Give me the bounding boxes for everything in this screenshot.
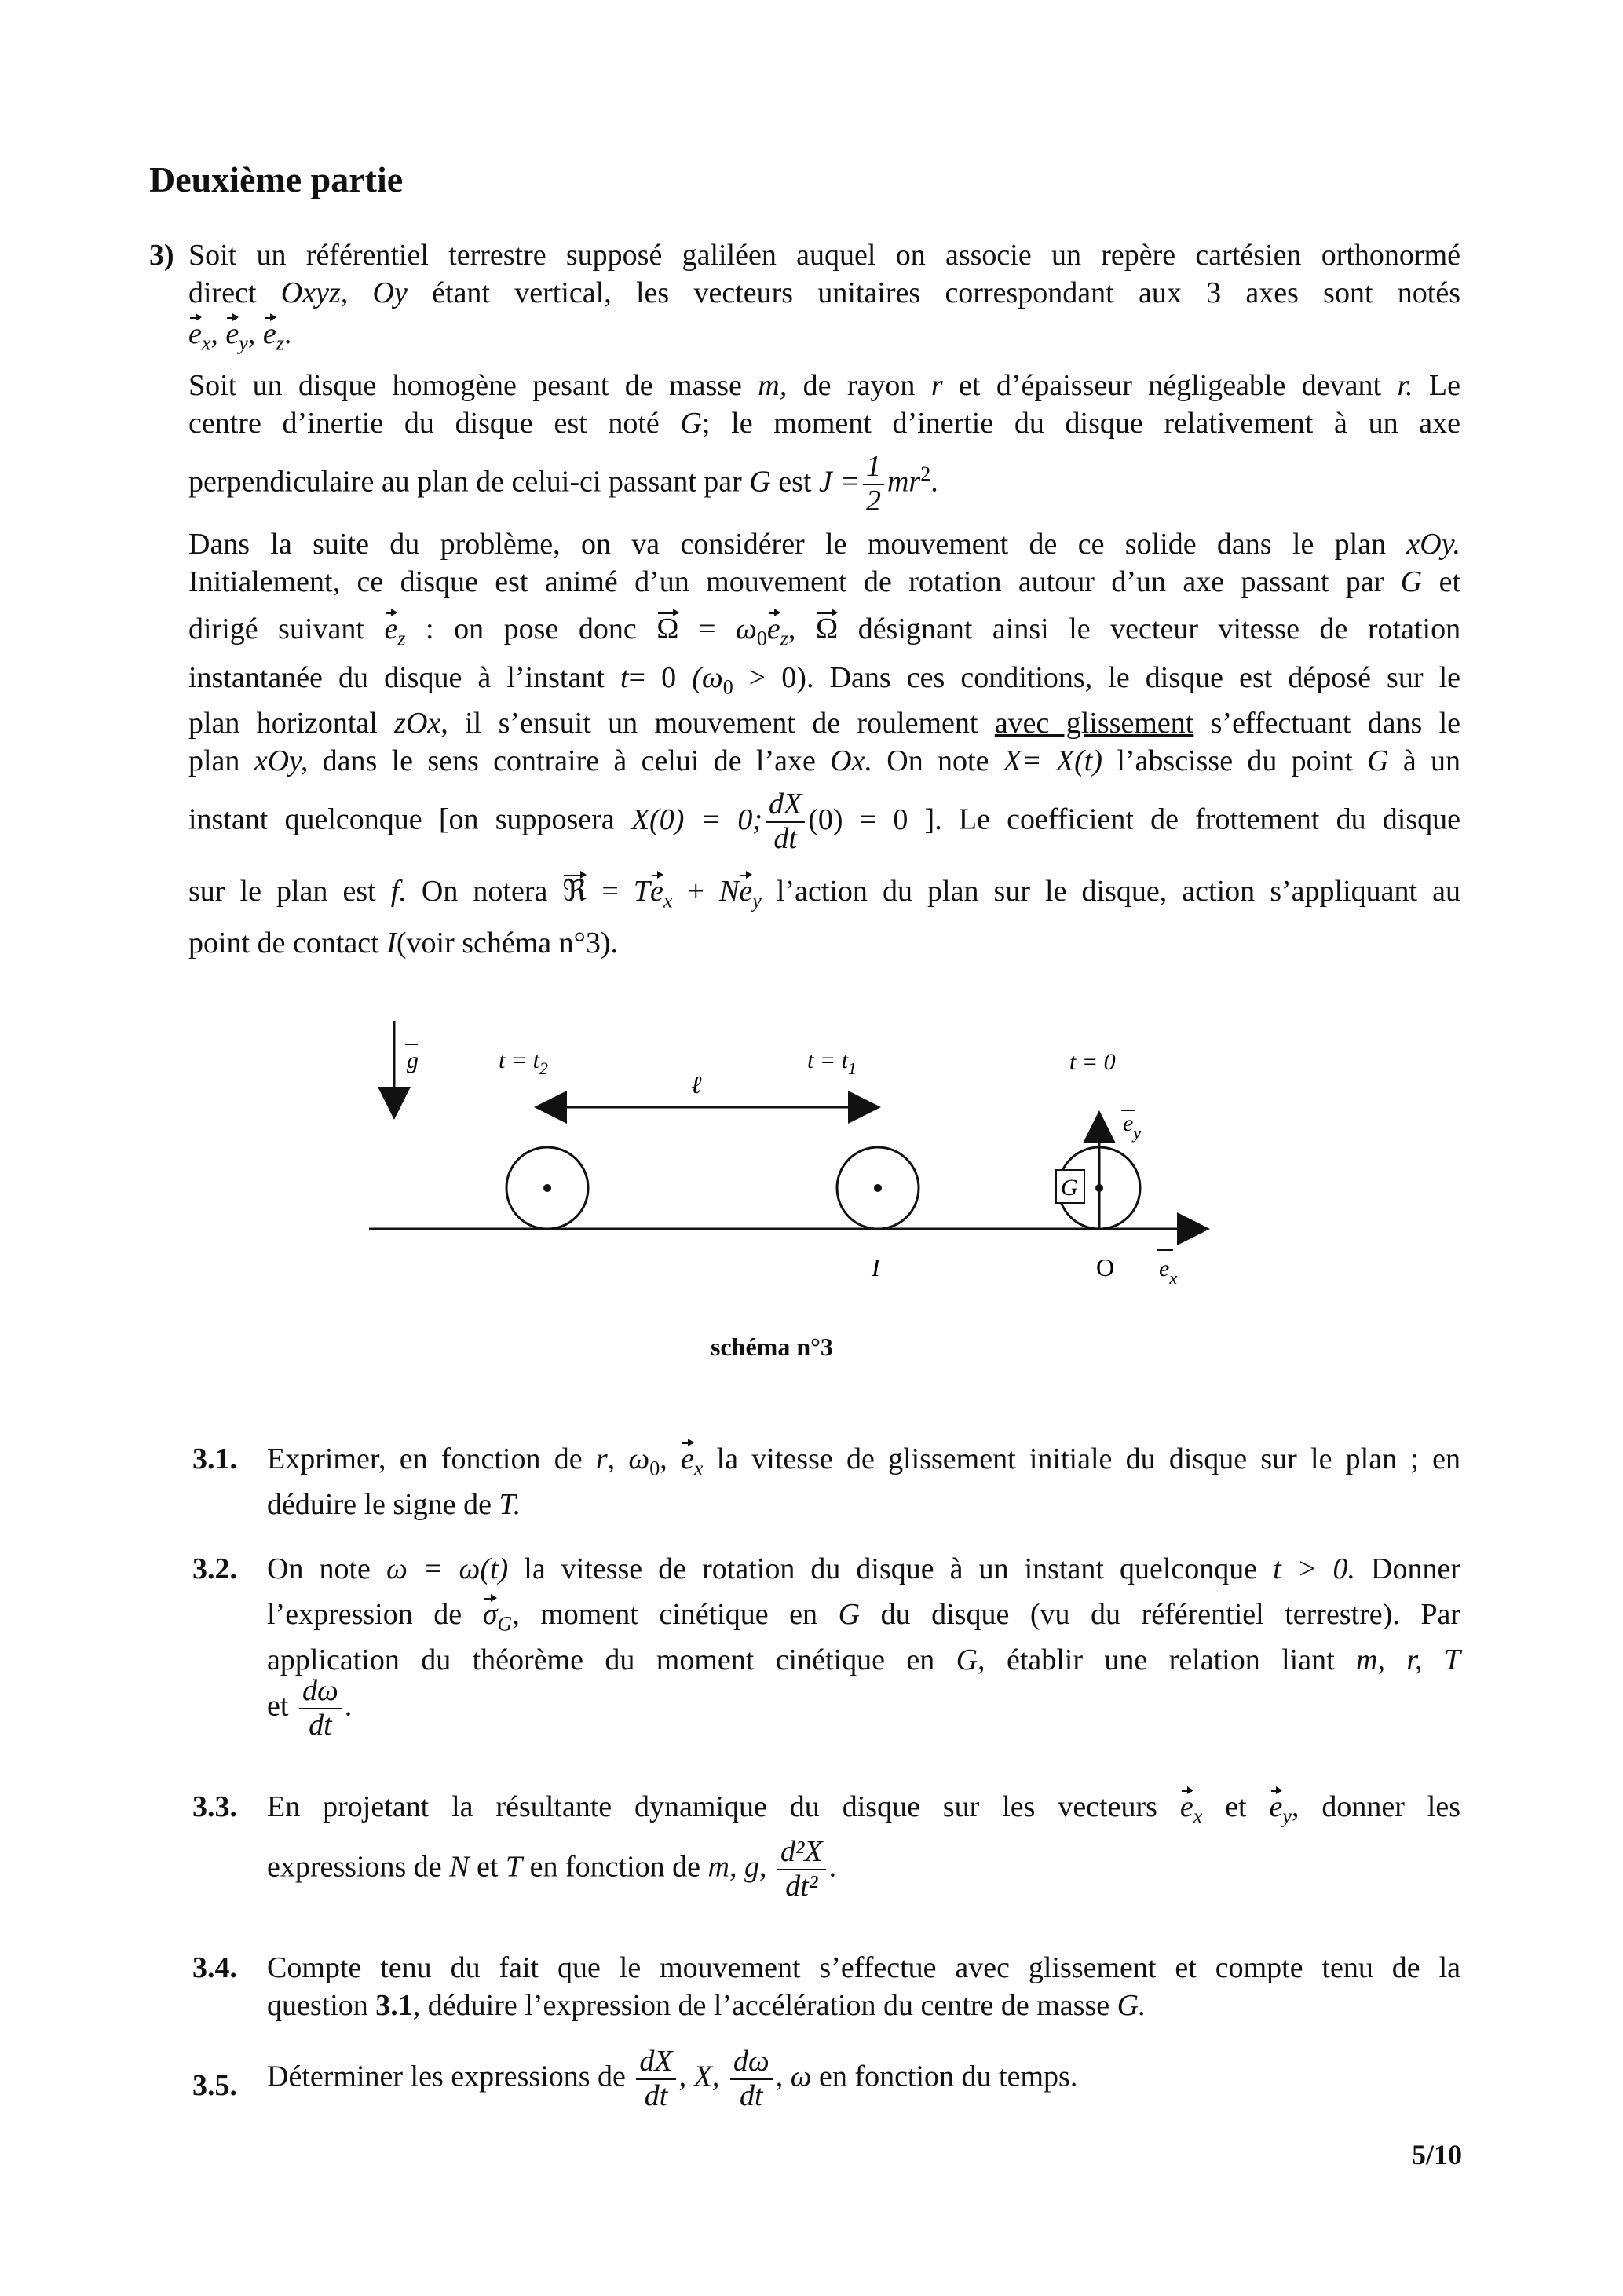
- subq-3-3-number: 3.3.: [192, 1790, 237, 1823]
- subq-3-1-number: 3.1.: [192, 1442, 237, 1475]
- subq-3-1-line-1: Exprimer, en fonction de r, $\omega_0$, $e_x$ la vitesse de glissement initiale du disque sur le plan ; en: [267, 1442, 1461, 1480]
- q3-p3-line-1: Dans la suite du problème, on va considérer le mouvement de ce solide dans le plan xOy.: [188, 528, 1460, 561]
- subq-3-3-line-2: expressions de N et T en fonction de m, g, $\frac{\text{d²X}}{\text{dt²}}$ .: [267, 1835, 837, 1903]
- subq-3-2-line-1: On note ω = ω(t) la vitesse de rotation du disque à un instant quelconque t > 0. Donner: [267, 1552, 1461, 1585]
- subq-3-2-number: 3.2.: [192, 1552, 237, 1585]
- subq-3-3-line-1: En projetant la résultante dynamique du disque sur les vecteurs $e_x$ et $e_y$, donner les: [267, 1790, 1461, 1828]
- subq-3-1-line-2: déduire le signe de T.: [267, 1488, 521, 1521]
- q3-p3-line-7: instant quelconque [on supposera X(0) = 0; $\frac{dX}{dt}$ (0) = 0 ]. Le coefficient de frottement du disque: [188, 788, 1460, 855]
- label-ell: ℓ: [691, 1070, 702, 1099]
- label-t2: $t = t_2$: [499, 1047, 548, 1078]
- q3-unit-vectors: $e_x$, $e_y$, $e_z$.: [188, 317, 292, 355]
- q3-p2-line-3: perpendiculaire au plan de celui-ci passant par G est J = $\frac{1}{2}$ $mr^2$.: [188, 450, 938, 517]
- page-number: 5/10: [1411, 2139, 1462, 2170]
- schema-diagram: [345, 1005, 1241, 1303]
- q3-p3-line-3: dirigé suivant $e_z$ : on pose donc $\Omega = \omega_0e_z$, Ω désignant ainsi le vecteur vitesse de rotation: [188, 612, 1461, 650]
- fraction-domega-dt: $\frac{d\omega}{dt}$: [299, 1675, 342, 1742]
- section-title: Deuxième partie: [149, 159, 404, 199]
- q3-p3-line-6: plan xOy, dans le sens contraire à celui de l’axe Ox. On note X= X(t) l’abscisse du point G à un: [188, 744, 1461, 777]
- q3-p2-line-2: centre d’inertie du disque est noté G; le moment d’inertie du disque relativement à un axe: [188, 407, 1461, 440]
- q3-p2-line-1: Soit un disque homogène pesant de masse m, de rayon r et d’épaisseur négligeable devant r. Le: [188, 369, 1460, 402]
- question-number: 3): [149, 239, 174, 272]
- subq-3-4-number: 3.4.: [192, 1951, 237, 1984]
- G-label: G: [1061, 1175, 1078, 1201]
- ey-label: $e_y$: [1123, 1110, 1142, 1143]
- subq-3-5-line-1: Déterminer les expressions de $\frac{dX}{dt}$ , X, $\frac{d\omega}{dt}$ , ω en fonction du temps.: [267, 2045, 1078, 2112]
- subq-3-2-line-2: l’expression de $\sigma_G$, moment cinétique en G du disque (vu du référentiel terrestre). Par: [267, 1598, 1461, 1636]
- fraction-domega-dt-2: $\frac{d\omega}{dt}$: [730, 2046, 773, 2113]
- ex-label: $e_x$: [1159, 1256, 1178, 1288]
- subq-3-4-line-2: question 3.1, déduire l’expression de l’accélération du centre de masse G.: [267, 1989, 1146, 2022]
- fraction-one-half: $\frac{1}{2}$: [863, 451, 884, 518]
- diagram-caption: schéma n°3: [711, 1333, 833, 1361]
- label-t1: $t = t_1$: [807, 1047, 857, 1078]
- fraction-dX-dt-2: $\frac{dX}{dt}$: [636, 2046, 675, 2113]
- subq-3-2-line-3: application du théorème du moment cinétique en G, établir une relation liant m, r, T: [267, 1643, 1460, 1676]
- q3-p3-line-4: instantanée du disque à l’instant t= 0 $(\omega_0 > 0)$. Dans ces conditions, le disque est déposé sur le: [188, 661, 1460, 699]
- subq-3-4-line-1: Compte tenu du fait que le mouvement s’effectue avec glissement et compte tenu de la: [267, 1951, 1460, 1984]
- q3-line-2: direct Oxyz, Oy étant vertical, les vecteurs unitaires correspondant aux 3 axes sont notés: [188, 276, 1461, 309]
- q3-line-1: Soit un référentiel terrestre supposé galiléen auquel on associe un repère cartésien orthonormé: [188, 239, 1460, 272]
- subq-3-2-line-4: et $\frac{d\omega}{dt}$ .: [267, 1674, 353, 1742]
- O-label: O: [1096, 1253, 1115, 1281]
- q3-p3-line-9: point de contact I(voir schéma n°3).: [188, 927, 619, 960]
- fraction-dX-dt: $\frac{dX}{dt}$: [766, 788, 805, 856]
- label-t0: t = 0: [1069, 1049, 1116, 1075]
- q3-p3-line-5: plan horizontal zOx, il s’ensuit un mouvement de roulement avec glissement s’effectuant dans le: [188, 707, 1461, 740]
- fraction-d2X-dt2: $\frac{\text{d²X}}{\text{dt²}}$: [777, 1836, 826, 1903]
- subq-3-5-number: 3.5.: [192, 2069, 237, 2102]
- q3-p3-line-8: sur le plan est f. On notera ℜ = $Te_x + Ne_y$ l’action du plan sur le disque, action s’appliquant au: [188, 875, 1460, 912]
- q3-p3-line-2: Initialement, ce disque est animé d’un mouvement de rotation autour d’un axe passant par G et: [188, 565, 1461, 598]
- I-label: I: [872, 1253, 880, 1281]
- gravity-label: g: [407, 1047, 419, 1073]
